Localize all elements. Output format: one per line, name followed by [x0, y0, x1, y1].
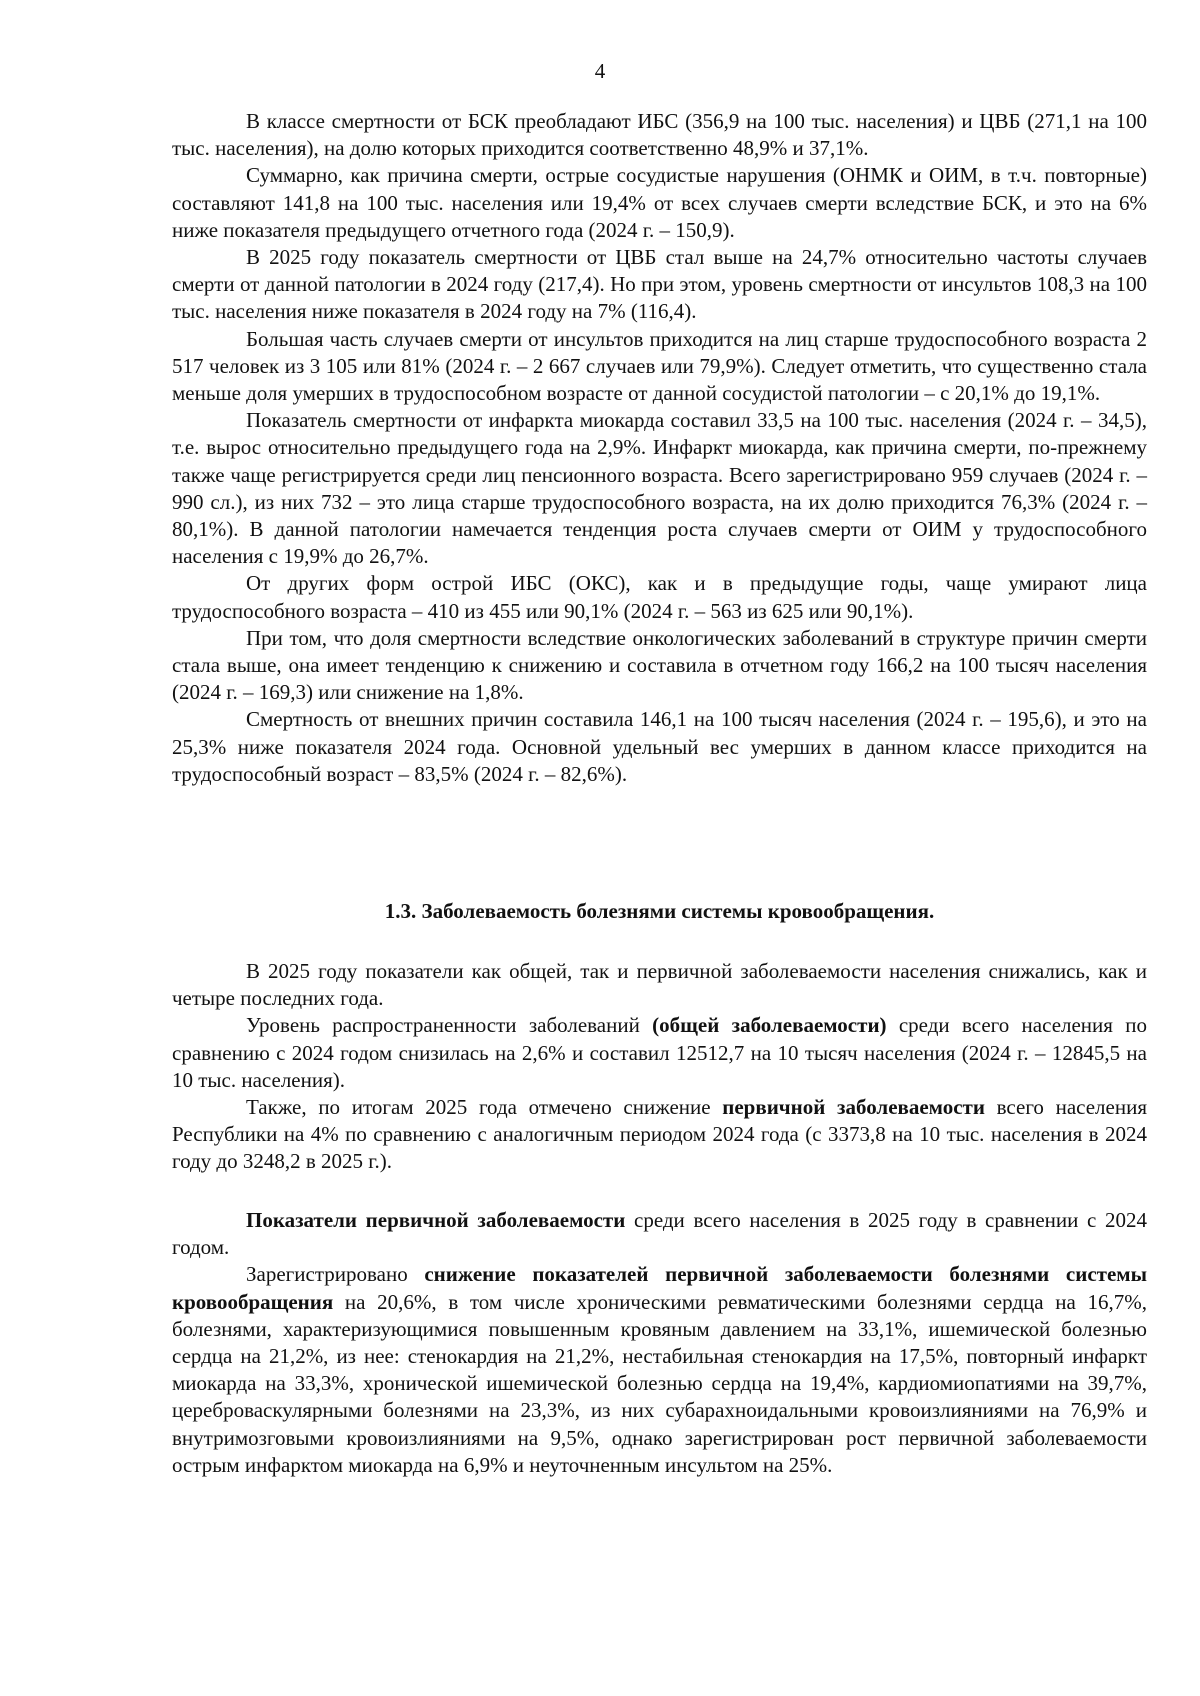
morbidity-section: [172, 958, 1147, 1176]
paragraph: [172, 1012, 1147, 1094]
mortality-section: [172, 108, 1147, 788]
text-run: среди всего населения по сравнению с 2024 годом снизилась на 2,6% и составил 12512,7 на 10 тысяч населения (2024 г. – 12845,5 на 10 тыс. населения).: [172, 1013, 1147, 1092]
paragraph: [172, 1207, 1147, 1261]
paragraph: [172, 1094, 1147, 1176]
text-run: среди всего населения в 2025 году в сравнении с 2024 годом.: [172, 1208, 1147, 1260]
bold-text: Показатели первичной заболеваемости: [246, 1208, 626, 1232]
bold-text: первичной заболеваемости: [722, 1095, 985, 1120]
paragraph: Смертность от внешних причин составила 146,1 на 100 тысяч населения (2024 г. – 195,6), и это на 25,3% ниже показателя 2024 года. Основной удельный вес умерших в данном классе приходится на трудоспособный возраст – 83,5% (2024 г. – 82,6%).: [172, 707, 1147, 786]
text-run: всего населения Республики на 4% по сравнению с аналогичным периодом 2024 года (с 3373,8 на 10 тыс. населения в 2024 году до 3248,2 в 2025 г.).: [172, 1095, 1147, 1174]
paragraph: В 2025 году показатель смертности от ЦВБ стал выше на 24,7% относительно частоты случаев смерти от данной патологии в 2024 году (217,4). Но при этом, уровень смертности от инсультов 108,3 на 100 тыс. населения ниже показателя в 2024 году на 7% (116,4).: [172, 245, 1147, 324]
text-run: на 20,6%, в том числе хроническими ревматическими болезнями сердца на 16,7%, болезнями, характеризующимися повышенным кровяным давлением на 33,1%, ишемической болезнью сердца на 21,2%, из нее: стенокардия на 21,2%, нестабильная стенокардия на 17,5%, повторный инфаркт миокарда на 33,3%, хронической ишемической болезнью сердца на 19,4%, кардиомиопатиями на 39,7%, цереброваскулярными болезнями на 23,3%, из них субарахноидальными кровоизлияниями на 76,9% и внутримозговыми кровоизлияниями на 9,5%, однако зарегистрирован рост первичной заболеваемости острым инфарктом миокарда на 6,9% и неуточненным инсультом на 25%.: [172, 1289, 1147, 1477]
text-run: Зарегистрировано: [246, 1262, 425, 1287]
text-run: Также, по итогам 2025 года отмечено снижение: [246, 1095, 723, 1120]
section-heading: 1.3. Заболеваемость болезнями системы кровообращения.: [384, 899, 935, 923]
page-number: 4: [594, 59, 606, 83]
bold-text: снижение показателей первичной заболеваемости болезнями системы кровообращения: [172, 1262, 1147, 1314]
paragraph: [172, 1261, 1147, 1479]
text-run: Уровень распространенности заболеваний: [246, 1013, 653, 1038]
paragraph: Большая часть случаев смерти от инсультов приходится на лиц старше трудоспособного возраста 2 517 человек из 3 105 или 81% (2024 г. – 2 667 случаев или 79,9%). Следует отметить, что существенно стала меньше доля умерших в трудоспособном возрасте от данной сосудистой патологии – с 20,1% до 19,1%.: [172, 326, 1147, 406]
paragraph: Показатель смертности от инфаркта миокарда составил 33,5 на 100 тыс. населения (2024 г. – 34,5), т.е. вырос относительно предыдущего года на 2,9%. Инфаркт миокарда, как причина смерти, по-прежнему также чаще регистрируется среди лиц пенсионного возраста. Всего зарегистрировано 959 случаев (2024 г. – 990 сл.), из них 732 – это лица старше трудоспособного возраста, на их долю приходится 76,3% (2024 г. – 80,1%). В данной патологии намечается тенденция роста случаев смерти от ОИМ у трудоспособного населения с 19,9% до 26,7%.: [172, 408, 1147, 569]
paragraph: В классе смертности от БСК преобладают ИБС (356,9 на 100 тыс. населения) и ЦВБ (271,1 на 100 тыс. населения), на долю которых приходится соответственно 48,9% и 37,1%.: [172, 109, 1147, 161]
primary-morbidity-section: [172, 1207, 1147, 1479]
paragraph: В 2025 году показатели как общей, так и первичной заболеваемости населения снижались, как и четыре последних года.: [172, 959, 1147, 1011]
paragraph: От других форм острой ИБС (ОКС), как и в предыдущие годы, чаще умирают лица трудоспособного возраста – 410 из 455 или 90,1% (2024 г. – 563 из 625 или 90,1%).: [172, 571, 1147, 623]
bold-text: (общей заболеваемости): [652, 1013, 887, 1038]
paragraph: Суммарно, как причина смерти, острые сосудистые нарушения (ОНМК и ОИМ, в т.ч. повторные) составляют 141,8 на 100 тыс. населения или 19,4% от всех случаев смерти вследствие БСК, и это на 6% ниже показателя предыдущего отчетного года (2024 г. – 150,9).: [172, 163, 1147, 242]
paragraph: При том, что доля смертности вследствие онкологических заболеваний в структуре причин смерти стала выше, она имеет тенденцию к снижению и составила в отчетном году 166,2 на 100 тысяч населения (2024 г. – 169,3) или снижение на 1,8%.: [172, 625, 1147, 705]
